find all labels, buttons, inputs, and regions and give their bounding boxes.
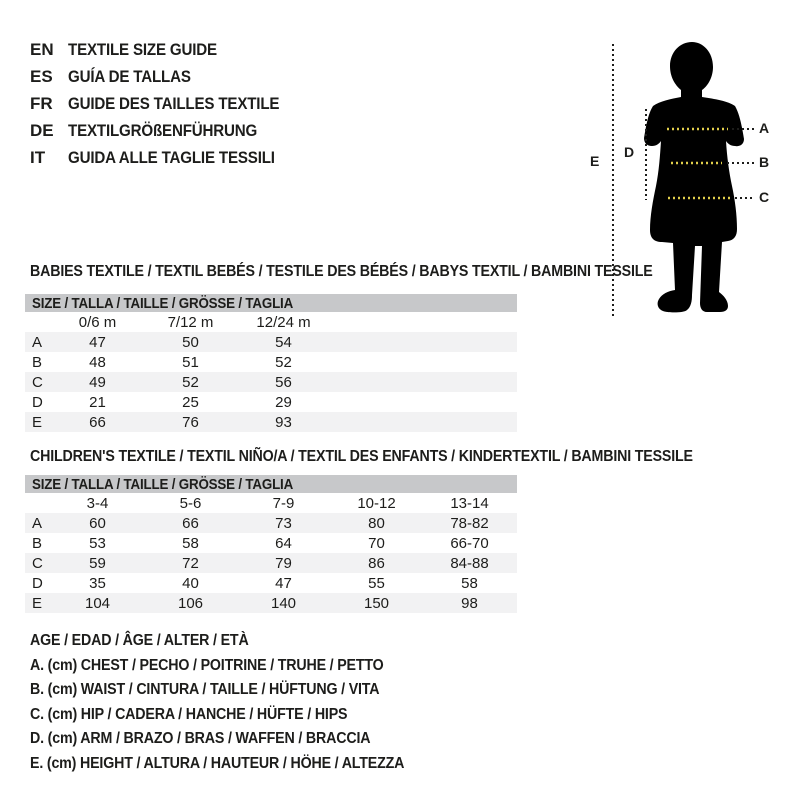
cell: 140 xyxy=(270,594,297,612)
cell: 40 xyxy=(182,574,199,592)
figure-label-height: E xyxy=(590,153,600,169)
cell: 79 xyxy=(275,554,292,572)
measurement-legend xyxy=(30,629,451,776)
lang-code: DE xyxy=(30,120,54,140)
cell: 47 xyxy=(89,333,106,351)
figure-label-chest: A xyxy=(759,120,770,136)
cell: 72 xyxy=(182,554,199,572)
cell: 93 xyxy=(275,413,292,431)
cell: 58 xyxy=(461,574,478,592)
cell: 29 xyxy=(275,393,292,411)
cell: 76 xyxy=(182,413,199,431)
cell: 86 xyxy=(368,554,385,572)
cell: 49 xyxy=(89,373,106,391)
row-label: B xyxy=(32,534,43,552)
cell: 106 xyxy=(177,594,204,612)
legend-hip-line: C. (cm) HIP / CADERA / HANCHE / HÜFTE / HIPS xyxy=(30,705,348,723)
legend-waist-line: B. (cm) WAIST / CINTURA / TAILLE / HÜFTUNG / VITA xyxy=(30,681,380,699)
table-row xyxy=(25,513,517,533)
table-row xyxy=(25,573,517,593)
cell: 59 xyxy=(89,554,106,572)
children-column-headers xyxy=(25,493,517,513)
row-label: A xyxy=(32,333,43,351)
lang-title: GUIDA ALLE TAGLIE TESSILI xyxy=(68,147,275,167)
lang-code: FR xyxy=(30,93,53,113)
column-header: 7-9 xyxy=(272,494,295,512)
column-header: 0/6 m xyxy=(78,313,117,331)
row-label: E xyxy=(32,594,43,612)
cell: 80 xyxy=(368,514,385,532)
children-section-title: CHILDREN'S TEXTILE / TEXTIL NIÑO/A / TEXTIL DES ENFANTS / KINDERTEXTIL / BAMBINI TESSILE xyxy=(30,448,693,465)
table-row xyxy=(25,332,517,352)
lang-title: TEXTILE SIZE GUIDE xyxy=(68,39,217,59)
row-label: C xyxy=(32,373,43,391)
table-row xyxy=(25,533,517,553)
babies-size-table xyxy=(25,294,517,432)
cell: 55 xyxy=(368,574,385,592)
figure-label-arm: D xyxy=(624,144,635,160)
lang-title: GUÍA DE TALLAS xyxy=(68,66,191,86)
table-row xyxy=(25,553,517,573)
table-row xyxy=(25,412,517,432)
legend-age-line: AGE / EDAD / ÂGE / ALTER / ETÀ xyxy=(30,632,249,650)
row-label: D xyxy=(32,393,43,411)
cell: 25 xyxy=(182,393,199,411)
legend-height-line: E. (cm) HEIGHT / ALTURA / HAUTEUR / HÖHE / ALTEZZA xyxy=(30,754,405,772)
children-size-header-bar: SIZE / TALLA / TAILLE / GRÖSSE / TAGLIA xyxy=(25,475,517,493)
babies-size-header-bar: SIZE / TALLA / TAILLE / GRÖSSE / TAGLIA xyxy=(25,294,517,312)
babies-column-headers xyxy=(25,312,517,332)
row-label: D xyxy=(32,574,43,592)
cell: 51 xyxy=(182,353,199,371)
cell: 58 xyxy=(182,534,199,552)
cell: 35 xyxy=(89,574,106,592)
row-label: C xyxy=(32,554,43,572)
lang-title: GUIDE DES TAILLES TEXTILE xyxy=(68,93,280,113)
cell: 60 xyxy=(89,514,106,532)
column-header: 7/12 m xyxy=(167,313,214,331)
children-size-table xyxy=(25,475,517,613)
column-header: 13-14 xyxy=(450,494,489,512)
cell: 21 xyxy=(89,393,106,411)
lang-code: EN xyxy=(30,39,54,59)
table-row xyxy=(25,392,517,412)
cell: 53 xyxy=(89,534,106,552)
legend-chest-line: A. (cm) CHEST / PECHO / POITRINE / TRUHE / PETTO xyxy=(30,656,384,674)
cell: 52 xyxy=(275,353,292,371)
cell: 64 xyxy=(275,534,292,552)
cell: 78-82 xyxy=(450,514,489,532)
cell: 66-70 xyxy=(450,534,489,552)
child-measurement-diagram xyxy=(575,30,800,330)
table-row xyxy=(25,593,517,613)
language-title-list xyxy=(30,36,305,171)
lang-code: ES xyxy=(30,66,53,86)
lang-code: IT xyxy=(30,147,46,167)
cell: 56 xyxy=(275,373,292,391)
figure-label-hip: C xyxy=(759,189,770,205)
row-label: B xyxy=(32,353,43,371)
cell: 47 xyxy=(275,574,292,592)
lang-title: TEXTILGRÖßENFÜHRUNG xyxy=(68,120,258,140)
cell: 52 xyxy=(182,373,199,391)
lang-row-it xyxy=(30,144,305,171)
figure-label-waist: B xyxy=(759,154,770,170)
cell: 66 xyxy=(89,413,106,431)
cell: 50 xyxy=(182,333,199,351)
lang-row-fr xyxy=(30,90,305,117)
cell: 150 xyxy=(363,594,390,612)
cell: 48 xyxy=(89,353,106,371)
cell: 66 xyxy=(182,514,199,532)
table-row xyxy=(25,352,517,372)
row-label: A xyxy=(32,514,43,532)
cell: 104 xyxy=(84,594,111,612)
cell: 54 xyxy=(275,333,292,351)
table-row xyxy=(25,372,517,392)
column-header: 3-4 xyxy=(86,494,109,512)
lang-row-de xyxy=(30,117,305,144)
lang-row-es xyxy=(30,63,305,90)
cell: 73 xyxy=(275,514,292,532)
row-label: E xyxy=(32,413,43,431)
cell: 98 xyxy=(461,594,478,612)
lang-row-en xyxy=(30,36,305,63)
column-header: 10-12 xyxy=(357,494,396,512)
legend-arm-line: D. (cm) ARM / BRAZO / BRAS / WAFFEN / BRACCIA xyxy=(30,730,371,748)
column-header: 12/24 m xyxy=(256,313,311,331)
cell: 84-88 xyxy=(450,554,489,572)
cell: 70 xyxy=(368,534,385,552)
babies-section-title: BABIES TEXTILE / TEXTIL BEBÉS / TESTILE DES BÉBÉS / BABYS TEXTIL / BAMBINI TESSILE xyxy=(30,263,653,280)
column-header: 5-6 xyxy=(179,494,202,512)
